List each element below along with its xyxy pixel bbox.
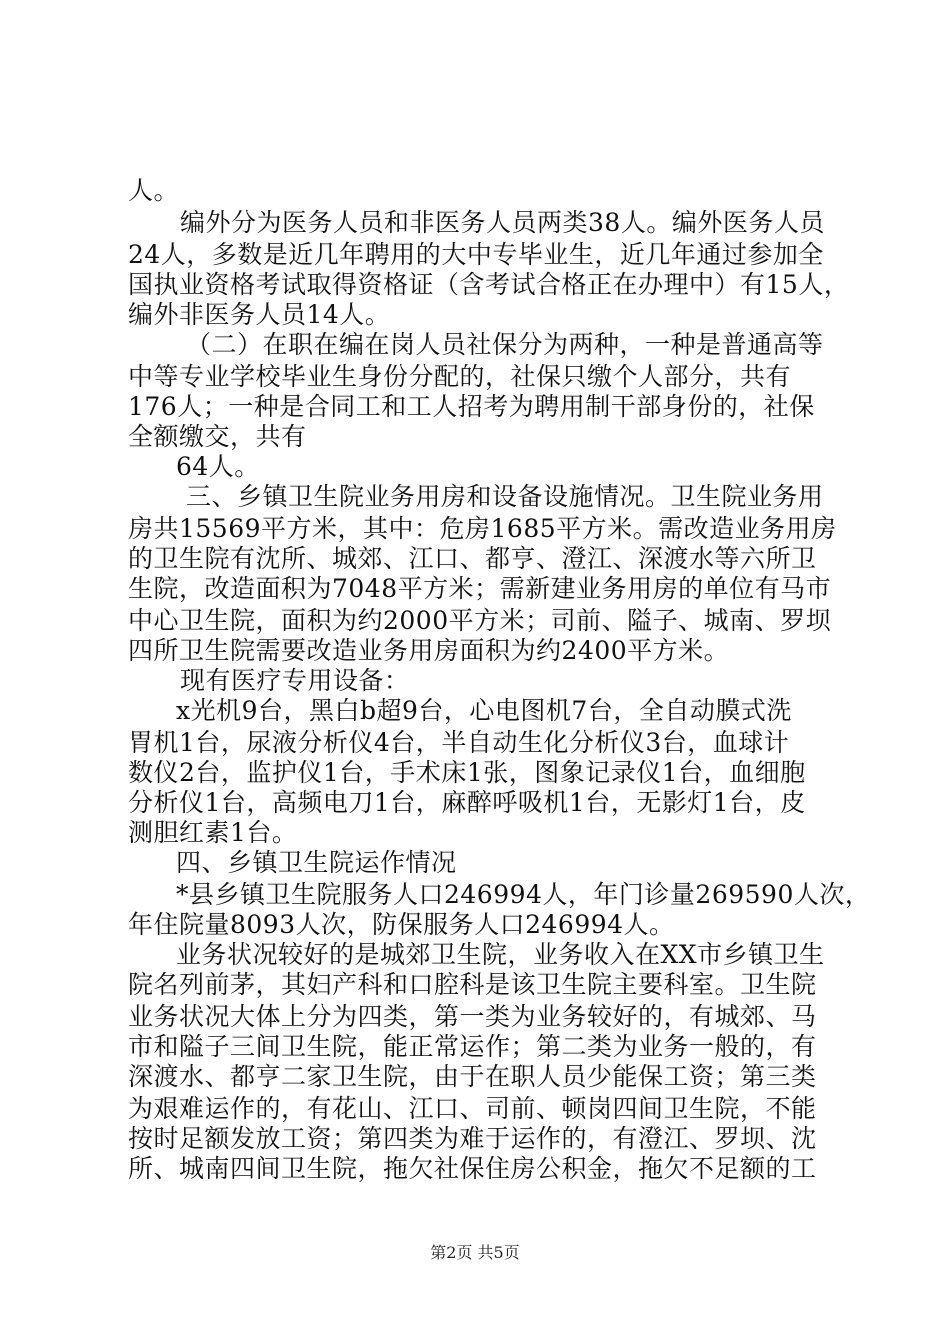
text-line: 中心卫生院，面积为约2000平方米；司前、隘子、城南、罗坝 — [128, 606, 832, 635]
text-line: 按时足额发放工资；第四类为难于运作的，有澄江、罗坝、沈 — [128, 1124, 817, 1153]
text-line: 全额缴交，共有 — [128, 422, 307, 451]
text-line: 院名列前茅，其妇产科和口腔科是该卫生院主要科室。卫生院 — [128, 970, 817, 999]
text-line: 胃机1台，尿液分析仪4台，半自动生化分析仪3台，血球计 — [128, 728, 790, 757]
text-line: 数仪2台，监护仪1台，手术床1张，图象记录仪1台，血细胞 — [128, 758, 806, 787]
text-line: 的卫生院有沈所、城郊、江口、都亨、澄江、深渡水等六所卫 — [128, 544, 817, 573]
text-line: 年住院量8093人次，防保服务人口246994人。 — [128, 910, 675, 939]
text-line: 国执业资格考试取得资格证（含考试合格正在办理中）有15人， — [128, 270, 850, 299]
text-line: 市和隘子三间卫生院，能正常运作；第二类为业务一般的，有 — [128, 1032, 817, 1061]
text-line: 64人。 — [176, 452, 260, 481]
text-line: 24人，多数是近几年聘用的大中专毕业生，近几年通过参加全 — [128, 240, 824, 269]
text-line: 生院，改造面积为7048平方米；需新建业务用房的单位有马市 — [128, 574, 832, 603]
text-line: 房共15569平方米，其中：危房1685平方米。需改造业务用房 — [128, 514, 837, 543]
text-line: 编外分为医务人员和非医务人员两类38人。编外医务人员 — [180, 208, 825, 237]
text-line: 业务状况较好的是城郊卫生院，业务收入在XX市乡镇卫生 — [176, 940, 825, 969]
page-number-footer: 第2页 共5页 — [430, 1243, 520, 1262]
text-line: 业务状况大体上分为四类，第一类为业务较好的，有城郊、马 — [128, 1002, 817, 1031]
text-line: 为艰难运作的，有花山、江口、司前、顿岗四间卫生院，不能 — [128, 1094, 817, 1123]
text-line: 深渡水、都亨二家卫生院，由于在职人员少能保工资；第三类 — [128, 1062, 817, 1091]
text-line: 176人；一种是合同工和工人招考为聘用制干部身份的，社保 — [128, 392, 815, 421]
text-line: （二）在职在编在岗人员社保分为两种，一种是普通高等 — [186, 330, 824, 359]
text-line: 编外非医务人员14人。 — [128, 300, 391, 329]
text-line: 三、乡镇卫生院业务用房和设备设施情况。卫生院业务用 — [186, 482, 824, 511]
text-line: 人。 — [128, 176, 180, 205]
text-line: 测胆红素1台。 — [128, 818, 298, 847]
text-line: 现有医疗专用设备： — [180, 666, 410, 695]
text-line: 分析仪1台，高频电刀1台，麻醉呼吸机1台，无影灯1台，皮 — [128, 788, 806, 817]
text-line: *县乡镇卫生院服务人口246994人，年门诊量269590人次， — [176, 880, 871, 909]
text-line: 中等专业学校毕业生身份分配的，社保只缴个人部分，共有 — [128, 362, 792, 391]
text-line: 所、城南四间卫生院，拖欠社保住房公积金，拖欠不足额的工 — [128, 1154, 817, 1183]
text-line: 四所卫生院需要改造业务用房面积为约2400平方米。 — [128, 636, 730, 665]
text-line: 四、乡镇卫生院运作情况 — [176, 848, 457, 877]
text-line: x光机9台，黑白b超9台，心电图机7台，全自动膜式洗 — [176, 696, 792, 725]
